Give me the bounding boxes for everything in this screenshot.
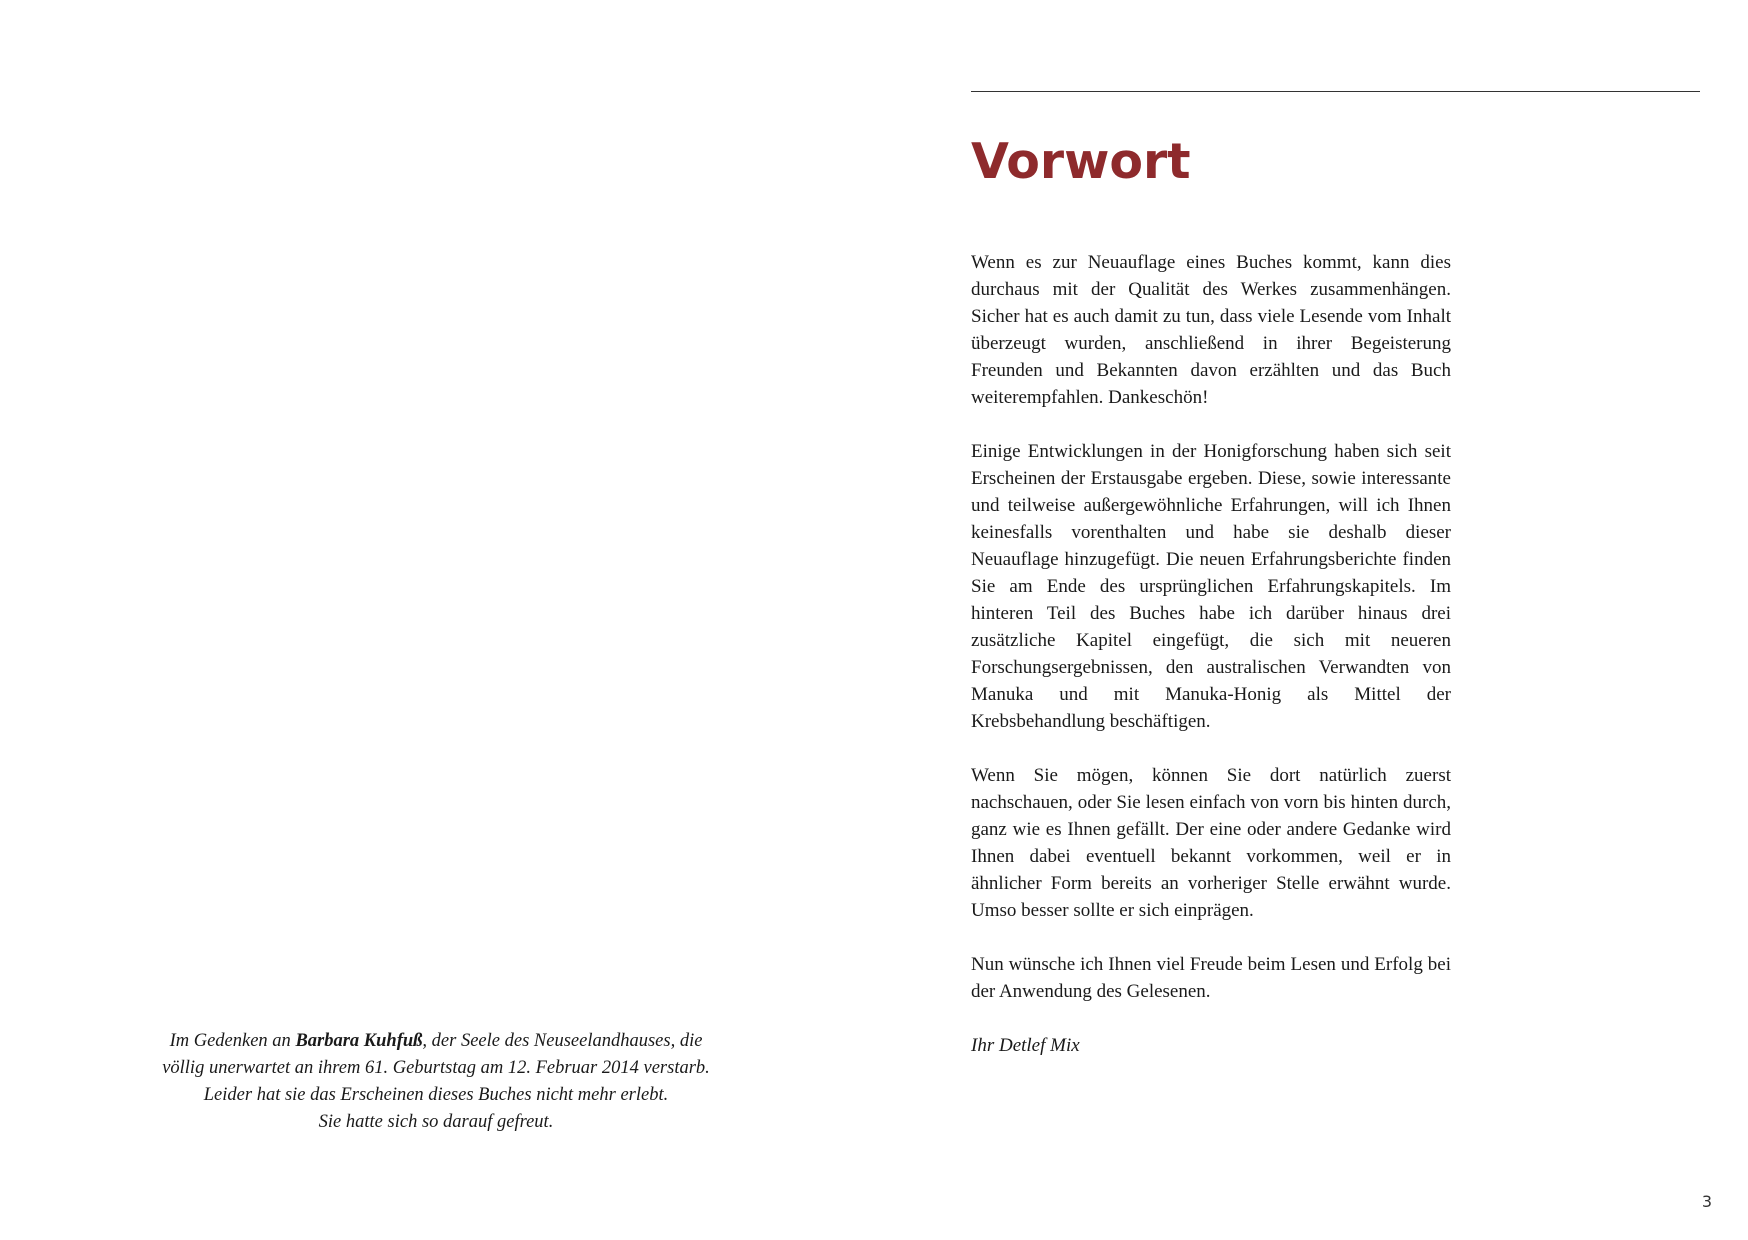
page-number: 3 [1701,1192,1712,1211]
paragraph: Wenn es zur Neuauflage eines Buches kommt, kann dies durchaus mit der Qualität des Werkes zusammenhängen. Sicher hat es auch damit zu tun, dass viele Lesende vom Inhalt überzeugt wurden, anschließend in ihrer Begeisterung Freunden und Bekannten davon erzählten und das Buch weiterempfahlen. Dankeschön! [971,252,1451,408]
dedication-line-1 [160,1028,712,1055]
header-rule [971,91,1700,92]
dedication-line-2: völlig unerwartet an ihrem 61. Geburtstag am 12. Februar 2014 verstarb. [162,1058,710,1078]
paragraph: Einige Entwicklungen in der Honigforschung haben sich seit Erscheinen der Erstausgabe ergeben. Diese, sowie interessante und teilweise außergewöhnliche Erfahrungen, will ich Ihnen keinesfalls vorenthalten und habe sie deshalb dieser Neuauflage hinzugefügt. Die neuen Erfahrungsberichte finden Sie am Ende des ursprünglichen Erfahrungskapitels. Im hinteren Teil des Buches habe ich darüber hinaus drei zusätzliche Kapitel eingefügt, die sich mit neueren Forschungsergebnissen, den australischen Verwandten von Manuka und mit Manuka-Honig als Mittel der Krebsbehandlung beschäftigen. [971,441,1451,732]
chapter-title: Vorwort [971,133,1191,190]
dedication-suffix: , der Seele des Neuseelandhauses, die [422,1031,703,1051]
dedication-name: Barbara Kuhfuß [295,1031,423,1051]
signature: Ihr Detlef Mix [971,1035,1080,1056]
paragraph: Nun wünsche ich Ihnen viel Freude beim Lesen und Erfolg bei der Anwendung des Gelesenen. [971,954,1451,1002]
paragraph: Wenn Sie mögen, können Sie dort natürlich zuerst nachschauen, oder Sie lesen einfach von vorn bis hinten durch, ganz wie es Ihnen gefällt. Der eine oder andere Gedanke wird Ihnen dabei eventuell bekannt vorkommen, weil er in ähnlicher Form bereits an vorheriger Stelle erwähnt wurde. Umso besser sollte er sich einprägen. [971,765,1451,921]
dedication-line-4: Sie hatte sich so darauf gefreut. [318,1112,554,1132]
foreword-body [971,249,1451,1059]
right-page [874,0,1748,1240]
dedication-prefix: Im Gedenken an [169,1031,296,1051]
dedication [160,1028,712,1136]
dedication-line-3: Leider hat sie das Erscheinen dieses Buches nicht mehr erlebt. [203,1085,669,1105]
